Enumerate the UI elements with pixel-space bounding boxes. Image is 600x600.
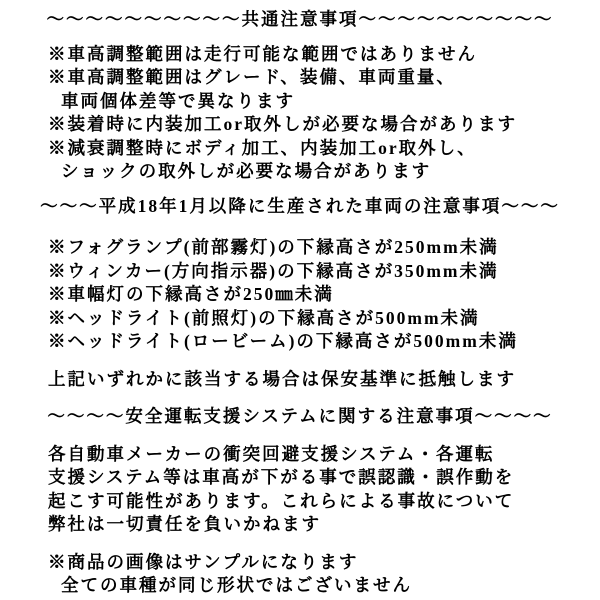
blank-line xyxy=(48,537,600,551)
blank-line xyxy=(48,391,600,405)
notice-line: ※ヘッドライト(前照灯)の下縁高さが500mm未満 xyxy=(48,307,480,328)
notice-line: ※車高調整範囲はグレード、装備、車両重量、 xyxy=(48,67,456,87)
notice-line: ※装着時に内装加工or取外しが必要な場合があります xyxy=(48,114,518,134)
notice-line: ※フォグランプ(前部霧灯)の下縁高さが250mm未満 xyxy=(48,237,499,257)
section-heading: ～～～～～～～～～～共通注意事項～～～～～～～～～～ xyxy=(46,9,554,29)
notice-line: 起こす可能性があります。これらによる事故について xyxy=(48,490,515,511)
blank-line xyxy=(48,354,600,368)
notice-line: 車両個体差等で異なります xyxy=(61,90,295,111)
section-heading: ～～～平成18年1月以降に生産された車両の注意事項～～～ xyxy=(40,195,560,216)
blank-line xyxy=(48,184,600,195)
notice-line: 全ての車種が同じ形状ではございません xyxy=(61,575,412,595)
notice-line: 各自動車メーカーの衝突回避支援システム・各運転 xyxy=(48,443,495,464)
blank-line xyxy=(48,218,600,236)
notice-line: 弊社は一切責任を負いかねます xyxy=(48,514,321,534)
notice-line: ※ウィンカー(方向指示器)の下縁高さが350mm未満 xyxy=(48,260,499,281)
notice-line: ※車高調整範囲は走行可能な範囲ではありません xyxy=(48,43,477,64)
section-heading: ～～～～安全運転支援システムに関する注意事項～～～～ xyxy=(47,406,553,426)
notice-line: 上記いずれかに該当する場合は保安基準に抵触します xyxy=(48,368,516,389)
notice-line: ショックの取外しが必要な場合があります xyxy=(61,161,432,181)
notice-line: ※車幅灯の下縁高さが250㎜未満 xyxy=(48,284,334,304)
notice-line: 支援システム等は車高が下がる事で誤認識・誤作動を xyxy=(48,467,515,487)
blank-line xyxy=(48,429,600,443)
notice-line: ※商品の画像はサンプルになります xyxy=(48,551,359,572)
notice-line: ※ヘッドライト(ロービーム)の下縁高さが500mm未満 xyxy=(48,331,518,351)
notice-line: ※減衰調整時にボディ加工、内装加工or取外し、 xyxy=(48,137,477,158)
blank-line xyxy=(48,32,600,43)
